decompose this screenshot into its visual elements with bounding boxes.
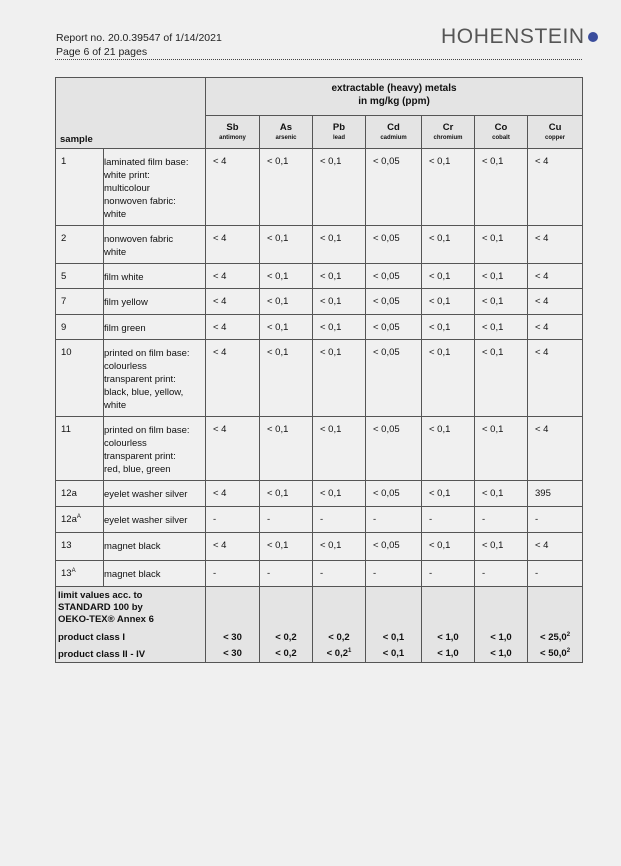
element-header bbox=[366, 116, 422, 149]
class2-limit: < $0,2^1$ bbox=[326, 647, 352, 659]
element-symbol: Co bbox=[494, 122, 508, 133]
page-number: Page 6 of 21 pages bbox=[56, 46, 148, 58]
value-cell: < 0,1 bbox=[260, 417, 313, 481]
value-cell: < 4 bbox=[528, 417, 583, 481]
table-row bbox=[56, 226, 583, 264]
table-row bbox=[56, 481, 583, 507]
value-cell: < 0,1 bbox=[422, 149, 475, 226]
limit-value-cell bbox=[206, 587, 260, 663]
table-row bbox=[56, 533, 583, 561]
value-cell: - bbox=[206, 561, 260, 587]
value-cell: - bbox=[422, 561, 475, 587]
table-title bbox=[206, 78, 583, 116]
value-cell: < 0,1 bbox=[260, 481, 313, 507]
element-name: copper bbox=[545, 135, 566, 141]
value-cell: - bbox=[528, 507, 583, 533]
hohenstein-logo bbox=[441, 25, 598, 49]
value-cell: < 0,05 bbox=[366, 226, 422, 264]
value-cell: < 0,05 bbox=[366, 533, 422, 561]
element-header bbox=[528, 116, 583, 149]
value-cell: < 4 bbox=[206, 315, 260, 340]
value-cell: < 4 bbox=[206, 264, 260, 289]
limit-value-cell bbox=[528, 587, 583, 663]
value-cell: < 0,1 bbox=[313, 340, 366, 417]
value-cell: < 4 bbox=[528, 315, 583, 340]
value-cell: < 0,1 bbox=[313, 289, 366, 315]
sample-number: $13^A$ bbox=[56, 561, 104, 587]
value-cell: < 0,1 bbox=[475, 481, 528, 507]
sample-number: 2 bbox=[56, 226, 104, 264]
value-cell: 395 bbox=[528, 481, 583, 507]
logo-text: HOHENSTEIN bbox=[441, 25, 585, 48]
element-symbol: Pb bbox=[332, 122, 346, 133]
value-cell: < 4 bbox=[206, 417, 260, 481]
element-name: cobalt bbox=[492, 135, 510, 141]
value-cell: < 0,1 bbox=[475, 533, 528, 561]
class1-limit: < 1,0 bbox=[437, 632, 459, 643]
sample-superscript: A bbox=[76, 514, 81, 520]
limit-values-label bbox=[56, 587, 206, 663]
value-cell: - bbox=[206, 507, 260, 533]
value-cell: < 0,1 bbox=[313, 264, 366, 289]
element-header bbox=[260, 116, 313, 149]
sample-header: sample bbox=[56, 78, 206, 149]
class2-limit: < 1,0 bbox=[490, 648, 512, 659]
class2-limit: < 0,2 bbox=[275, 648, 297, 659]
value-cell: < 0,1 bbox=[260, 340, 313, 417]
element-header bbox=[206, 116, 260, 149]
value-cell: < 0,1 bbox=[475, 417, 528, 481]
value-cell: < 4 bbox=[528, 149, 583, 226]
value-cell: < 4 bbox=[528, 289, 583, 315]
value-cell: < 0,1 bbox=[422, 340, 475, 417]
value-cell: < 0,1 bbox=[422, 226, 475, 264]
element-header bbox=[475, 116, 528, 149]
value-cell: < 4 bbox=[206, 226, 260, 264]
value-cell: < 0,1 bbox=[313, 315, 366, 340]
value-cell: < 0,1 bbox=[313, 226, 366, 264]
value-cell: - bbox=[528, 561, 583, 587]
value-cell: < 0,1 bbox=[475, 226, 528, 264]
value-cell: < 0,05 bbox=[366, 481, 422, 507]
value-cell: < 0,05 bbox=[366, 340, 422, 417]
value-cell: < 0,1 bbox=[313, 149, 366, 226]
value-cell: < 0,1 bbox=[313, 533, 366, 561]
metals-table bbox=[55, 77, 583, 663]
sample-description: magnet black bbox=[104, 561, 206, 587]
value-cell: - bbox=[313, 507, 366, 533]
table-row bbox=[56, 149, 583, 226]
value-cell: < 4 bbox=[528, 533, 583, 561]
value-cell: - bbox=[475, 561, 528, 587]
limit-value-cell bbox=[366, 587, 422, 663]
table-row bbox=[56, 561, 583, 587]
sample-description: eyelet washer silver bbox=[104, 507, 206, 533]
value-cell: < 0,1 bbox=[260, 264, 313, 289]
element-name: lead bbox=[332, 135, 345, 141]
header-divider bbox=[55, 59, 582, 60]
value-cell: < 0,1 bbox=[422, 481, 475, 507]
value-cell: < 0,1 bbox=[260, 315, 313, 340]
value-cell: < 0,1 bbox=[260, 149, 313, 226]
value-cell: - bbox=[366, 561, 422, 587]
class2-limit: < 1,0 bbox=[437, 648, 459, 659]
limit-value-cell bbox=[475, 587, 528, 663]
element-symbol: Cd bbox=[387, 122, 400, 133]
value-cell: < 0,05 bbox=[366, 149, 422, 226]
element-name: antimony bbox=[219, 135, 246, 141]
limit-value-cell bbox=[313, 587, 366, 663]
element-header bbox=[313, 116, 366, 149]
value-cell: < 0,1 bbox=[260, 289, 313, 315]
table-row bbox=[56, 340, 583, 417]
value-cell: < 0,1 bbox=[475, 340, 528, 417]
element-name: arsenic bbox=[275, 135, 297, 141]
sample-description: magnet black bbox=[104, 533, 206, 561]
value-cell: - bbox=[313, 561, 366, 587]
value-cell: - bbox=[422, 507, 475, 533]
sample-description: nonwoven fabric white bbox=[104, 226, 206, 264]
element-header bbox=[422, 116, 475, 149]
element-name: chromium bbox=[433, 135, 463, 141]
sample-number: 5 bbox=[56, 264, 104, 289]
value-cell: < 0,05 bbox=[366, 417, 422, 481]
class1-limit: < 0,2 bbox=[275, 632, 297, 643]
table-row bbox=[56, 417, 583, 481]
sample-number: 13 bbox=[56, 533, 104, 561]
table-title-line1: extractable (heavy) metals bbox=[331, 83, 457, 94]
limit-value-cell bbox=[260, 587, 313, 663]
class2-label: product class II - IV bbox=[58, 649, 146, 660]
element-symbol: Cr bbox=[442, 122, 454, 133]
value-cell: < 4 bbox=[528, 226, 583, 264]
value-cell: < 4 bbox=[528, 264, 583, 289]
element-symbol: Cu bbox=[548, 122, 562, 133]
table-title-line2: in mg/kg (ppm) bbox=[358, 96, 430, 107]
sample-number: 7 bbox=[56, 289, 104, 315]
class2-limit: < 30 bbox=[223, 648, 242, 659]
report-header bbox=[56, 31, 222, 59]
value-cell: < 0,05 bbox=[366, 289, 422, 315]
table-row bbox=[56, 289, 583, 315]
value-cell: < 0,1 bbox=[422, 315, 475, 340]
value-cell: < 0,1 bbox=[313, 481, 366, 507]
sample-number: $12a^A$ bbox=[56, 507, 104, 533]
value-cell: < 4 bbox=[206, 149, 260, 226]
sample-description: printed on film base: colourless transparent print: red, blue, green bbox=[104, 417, 206, 481]
class1-limit: < 1,0 bbox=[490, 632, 512, 643]
class1-limit: < 0,1 bbox=[382, 632, 405, 643]
class2-limit: < 0,1 bbox=[382, 648, 405, 659]
sample-number: 12a bbox=[56, 481, 104, 507]
sample-description: film white bbox=[104, 264, 206, 289]
limit-values-row bbox=[56, 587, 583, 663]
value-cell: - bbox=[475, 507, 528, 533]
value-cell: < 0,1 bbox=[422, 289, 475, 315]
table-row bbox=[56, 315, 583, 340]
sample-number: 1 bbox=[56, 149, 104, 226]
report-number: Report no. 20.0.39547 of 1/14/2021 bbox=[56, 32, 222, 44]
class1-limit: < 0,2 bbox=[328, 631, 350, 643]
sample-number: 9 bbox=[56, 315, 104, 340]
class1-limit: < 30 bbox=[223, 632, 242, 643]
value-cell: < 0,1 bbox=[422, 417, 475, 481]
value-cell: < 0,1 bbox=[260, 226, 313, 264]
sample-description: laminated film base: white print: multicolour nonwoven fabric: white bbox=[104, 149, 206, 226]
value-cell: < 0,1 bbox=[422, 264, 475, 289]
sample-superscript: A bbox=[71, 568, 76, 574]
sample-description: film yellow bbox=[104, 289, 206, 315]
value-cell: < 0,1 bbox=[475, 264, 528, 289]
sample-description: printed on film base: colourless transparent print: black, blue, yellow, white bbox=[104, 340, 206, 417]
value-cell: < 4 bbox=[206, 340, 260, 417]
sample-number: 11 bbox=[56, 417, 104, 481]
element-name: cadmium bbox=[380, 135, 407, 141]
value-cell: < 4 bbox=[206, 481, 260, 507]
value-cell: - bbox=[260, 507, 313, 533]
table-row bbox=[56, 264, 583, 289]
limit-value-cell bbox=[422, 587, 475, 663]
value-cell: - bbox=[260, 561, 313, 587]
value-cell: < 4 bbox=[206, 289, 260, 315]
sample-number: 10 bbox=[56, 340, 104, 417]
value-cell: < 0,1 bbox=[313, 417, 366, 481]
sample-description: film green bbox=[104, 315, 206, 340]
value-cell: < 0,1 bbox=[475, 289, 528, 315]
value-cell: < 0,05 bbox=[366, 315, 422, 340]
table-row bbox=[56, 507, 583, 533]
value-cell: - bbox=[366, 507, 422, 533]
logo-dot-icon bbox=[588, 32, 598, 42]
sample-description: eyelet washer silver bbox=[104, 481, 206, 507]
value-cell: < 0,1 bbox=[260, 533, 313, 561]
value-cell: < 4 bbox=[528, 340, 583, 417]
limit-title: limit values acc. to STANDARD 100 by OEKO-TEX® Annex 6 bbox=[58, 590, 154, 625]
class2-limit: < $50,0^2$ bbox=[540, 647, 571, 659]
element-symbol: As bbox=[279, 122, 293, 133]
value-cell: < 0,05 bbox=[366, 264, 422, 289]
value-cell: < 0,1 bbox=[475, 149, 528, 226]
value-cell: < 0,1 bbox=[422, 533, 475, 561]
class1-limit: < $25,0^2$ bbox=[540, 631, 571, 643]
value-cell: < 0,1 bbox=[475, 315, 528, 340]
element-symbol: Sb bbox=[226, 122, 239, 133]
class1-label: product class I bbox=[58, 632, 126, 643]
value-cell: < 4 bbox=[206, 533, 260, 561]
